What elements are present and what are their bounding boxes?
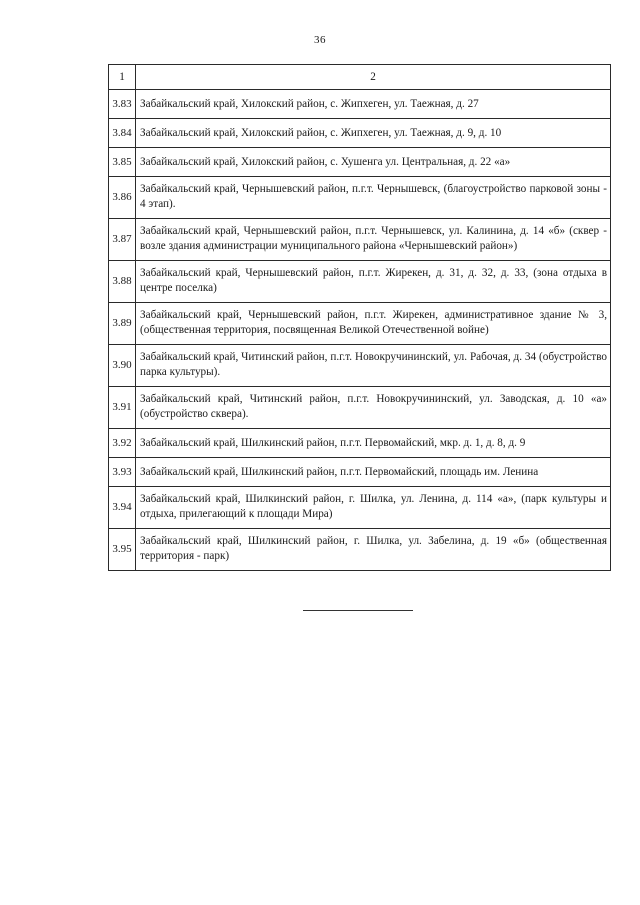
- row-number: 3.88: [109, 261, 136, 303]
- row-address: Забайкальский край, Чернышевский район, п.г.т. Чернышевск, ул. Калинина, д. 14 «б» (сквер - возле здания администрации муниципального района «Чернышевский район»): [136, 219, 611, 261]
- table-row: [109, 345, 611, 387]
- table-row: [109, 529, 611, 571]
- table-row: [109, 429, 611, 458]
- row-address: Забайкальский край, Чернышевский район, п.г.т. Жирекен, д. 31, д. 32, д. 33, (зона отдыха в центре поселка): [136, 261, 611, 303]
- row-address: Забайкальский край, Шилкинский район, п.г.т. Первомайский, мкр. д. 1, д. 8, д. 9: [136, 429, 611, 458]
- row-address: Забайкальский край, Чернышевский район, п.г.т. Жирекен, административное здание № 3, (общественная территория, посвященная Великой Отечественной войне): [136, 303, 611, 345]
- table-row: [109, 387, 611, 429]
- row-address: Забайкальский край, Хилокский район, с. Жипхеген, ул. Таежная, д. 27: [136, 90, 611, 119]
- header-cell-number: 1: [109, 65, 136, 90]
- table-row: [109, 219, 611, 261]
- table-header-row: [109, 65, 611, 90]
- row-number: 3.84: [109, 119, 136, 148]
- table-row: [109, 261, 611, 303]
- row-address: Забайкальский край, Читинский район, п.г.т. Новокручининский, ул. Заводская, д. 10 «а» (обустройство сквера).: [136, 387, 611, 429]
- row-number: 3.83: [109, 90, 136, 119]
- table-row: [109, 487, 611, 529]
- row-address: Забайкальский край, Чернышевский район, п.г.т. Чернышевск, (благоустройство парковой зоны - 4 этап).: [136, 177, 611, 219]
- row-address: Забайкальский край, Читинский район, п.г.т. Новокручининский, ул. Рабочая, д. 34 (обустройство парка культуры).: [136, 345, 611, 387]
- address-table: [108, 64, 611, 571]
- row-number: 3.90: [109, 345, 136, 387]
- row-number: 3.94: [109, 487, 136, 529]
- row-address: Забайкальский край, Шилкинский район, г. Шилка, ул. Ленина, д. 114 «а», (парк культуры и отдыха, прилегающий к площади Мира): [136, 487, 611, 529]
- table-row: [109, 90, 611, 119]
- end-of-document-rule: [303, 610, 413, 611]
- table-row: [109, 177, 611, 219]
- row-address: Забайкальский край, Шилкинский район, г. Шилка, ул. Забелина, д. 19 «б» (общественная территория - парк): [136, 529, 611, 571]
- page-number: 36: [314, 34, 326, 46]
- header-cell-address: 2: [136, 65, 611, 90]
- row-number: 3.91: [109, 387, 136, 429]
- row-number: 3.95: [109, 529, 136, 571]
- row-number: 3.87: [109, 219, 136, 261]
- row-address: Забайкальский край, Хилокский район, с. Хушенга ул. Центральная, д. 22 «а»: [136, 148, 611, 177]
- row-address: Забайкальский край, Шилкинский район, п.г.т. Первомайский, площадь им. Ленина: [136, 458, 611, 487]
- row-address: Забайкальский край, Хилокский район, с. Жипхеген, ул. Таежная, д. 9, д. 10: [136, 119, 611, 148]
- table-row: [109, 119, 611, 148]
- row-number: 3.89: [109, 303, 136, 345]
- table-row: [109, 148, 611, 177]
- row-number: 3.92: [109, 429, 136, 458]
- table-row: [109, 303, 611, 345]
- row-number: 3.85: [109, 148, 136, 177]
- row-number: 3.93: [109, 458, 136, 487]
- table-row: [109, 458, 611, 487]
- row-number: 3.86: [109, 177, 136, 219]
